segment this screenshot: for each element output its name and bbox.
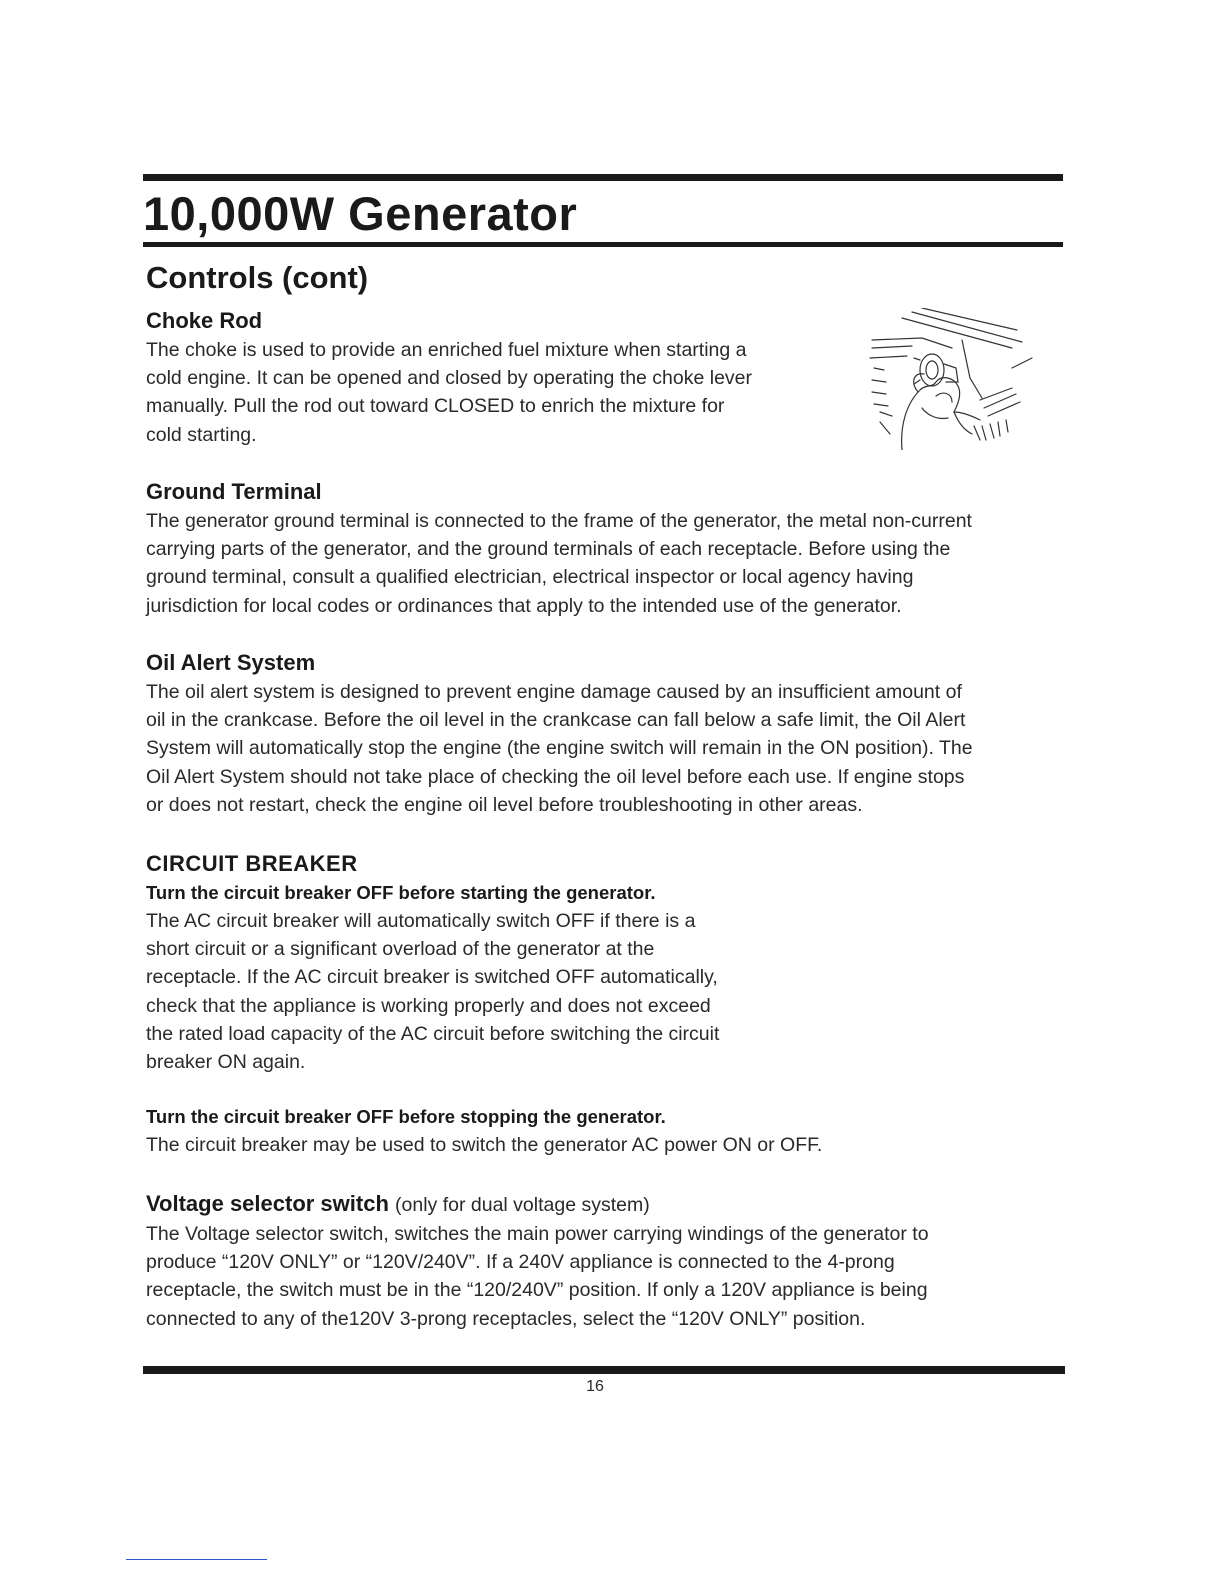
page-title: 10,000W Generator bbox=[143, 187, 578, 240]
choke-lever-illustration bbox=[862, 308, 1042, 450]
ground-terminal-section bbox=[146, 477, 972, 620]
voltage-selector-line: receptacle, the switch must be in the “120/240V” position. If only a 120V appliance is being bbox=[146, 1279, 928, 1302]
voltage-selector-note: (only for dual voltage system) bbox=[395, 1194, 650, 1216]
oil-alert-line: The oil alert system is designed to prevent engine damage caused by an insufficient amount of bbox=[146, 681, 962, 703]
circuit-breaker-line: the rated load capacity of the AC circuit before switching the circuit bbox=[146, 1022, 720, 1045]
circuit-breaker-line: breaker ON again. bbox=[146, 1051, 306, 1074]
voltage-selector-section bbox=[146, 1189, 929, 1333]
circuit-breaker-line: short circuit or a significant overload of the generator at the bbox=[146, 938, 655, 961]
oil-alert-heading: Oil Alert System bbox=[146, 650, 316, 675]
choke-rod-line: cold engine. It can be opened and closed by operating the choke lever bbox=[146, 367, 753, 390]
top-rule bbox=[143, 174, 1063, 181]
oil-alert-line: Oil Alert System should not take place of checking the oil level before each use. If engine stops bbox=[146, 765, 965, 788]
oil-alert-section bbox=[146, 648, 973, 819]
footer-link-underline bbox=[126, 1559, 267, 1560]
circuit-breaker-section bbox=[146, 849, 719, 1076]
choke-rod-line: cold starting. bbox=[146, 423, 257, 446]
oil-alert-line: or does not restart, check the engine oil level before troubleshooting in other areas. bbox=[146, 793, 863, 816]
ground-terminal-line: carrying parts of the generator, and the ground terminals of each receptacle. Before using the bbox=[146, 538, 951, 561]
choke-rod-heading: Choke Rod bbox=[146, 308, 263, 333]
circuit-breaker-line: The AC circuit breaker will automatically switch OFF if there is a bbox=[146, 910, 696, 932]
circuit-breaker-heading: CIRCUIT BREAKER bbox=[146, 851, 358, 876]
circuit-breaker-warning-stop: Turn the circuit breaker OFF before stopping the generator. bbox=[146, 1106, 666, 1127]
choke-rod-line: manually. Pull the rod out toward CLOSED to enrich the mixture for bbox=[146, 395, 725, 418]
voltage-selector-line: connected to any of the120V 3-prong receptacles, select the “120V ONLY” position. bbox=[146, 1307, 866, 1330]
oil-alert-line: System will automatically stop the engine (the engine switch will remain in the ON position). The bbox=[146, 737, 973, 760]
voltage-selector-line: produce “120V ONLY” or “120V/240V”. If a 240V appliance is connected to the 4-prong bbox=[146, 1251, 895, 1274]
choke-rod-line: The choke is used to provide an enriched fuel mixture when starting a bbox=[146, 339, 747, 361]
ground-terminal-line: jurisdiction for local codes or ordinances that apply to the intended use of the generator. bbox=[146, 594, 902, 617]
section-subtitle: Controls (cont) bbox=[146, 260, 369, 295]
circuit-breaker-line: check that the appliance is working properly and does not exceed bbox=[146, 994, 711, 1017]
oil-alert-line: oil in the crankcase. Before the oil level in the crankcase can fall below a safe limit, the Oil Alert bbox=[146, 709, 966, 732]
voltage-selector-line: The Voltage selector switch, switches the main power carrying windings of the generator to bbox=[146, 1223, 929, 1245]
title-underline-rule bbox=[143, 242, 1063, 247]
ground-terminal-heading: Ground Terminal bbox=[146, 479, 322, 504]
page-number: 16 bbox=[586, 1378, 604, 1395]
circuit-breaker-line: receptacle. If the AC circuit breaker is switched OFF automatically, bbox=[146, 966, 718, 989]
voltage-selector-heading-row bbox=[146, 1189, 929, 1220]
circuit-breaker-line: The circuit breaker may be used to switch the generator AC power ON or OFF. bbox=[146, 1134, 823, 1156]
choke-rod-section bbox=[146, 306, 752, 449]
voltage-selector-heading: Voltage selector switch bbox=[146, 1191, 389, 1216]
ground-terminal-line: The generator ground terminal is connected to the frame of the generator, the metal non-current bbox=[146, 510, 972, 532]
ground-terminal-line: ground terminal, consult a qualified electrician, electrical inspector or local agency having bbox=[146, 566, 914, 589]
circuit-breaker-stop-section bbox=[146, 1103, 822, 1159]
bottom-rule bbox=[143, 1366, 1065, 1374]
circuit-breaker-warning-start: Turn the circuit breaker OFF before starting the generator. bbox=[146, 882, 656, 903]
